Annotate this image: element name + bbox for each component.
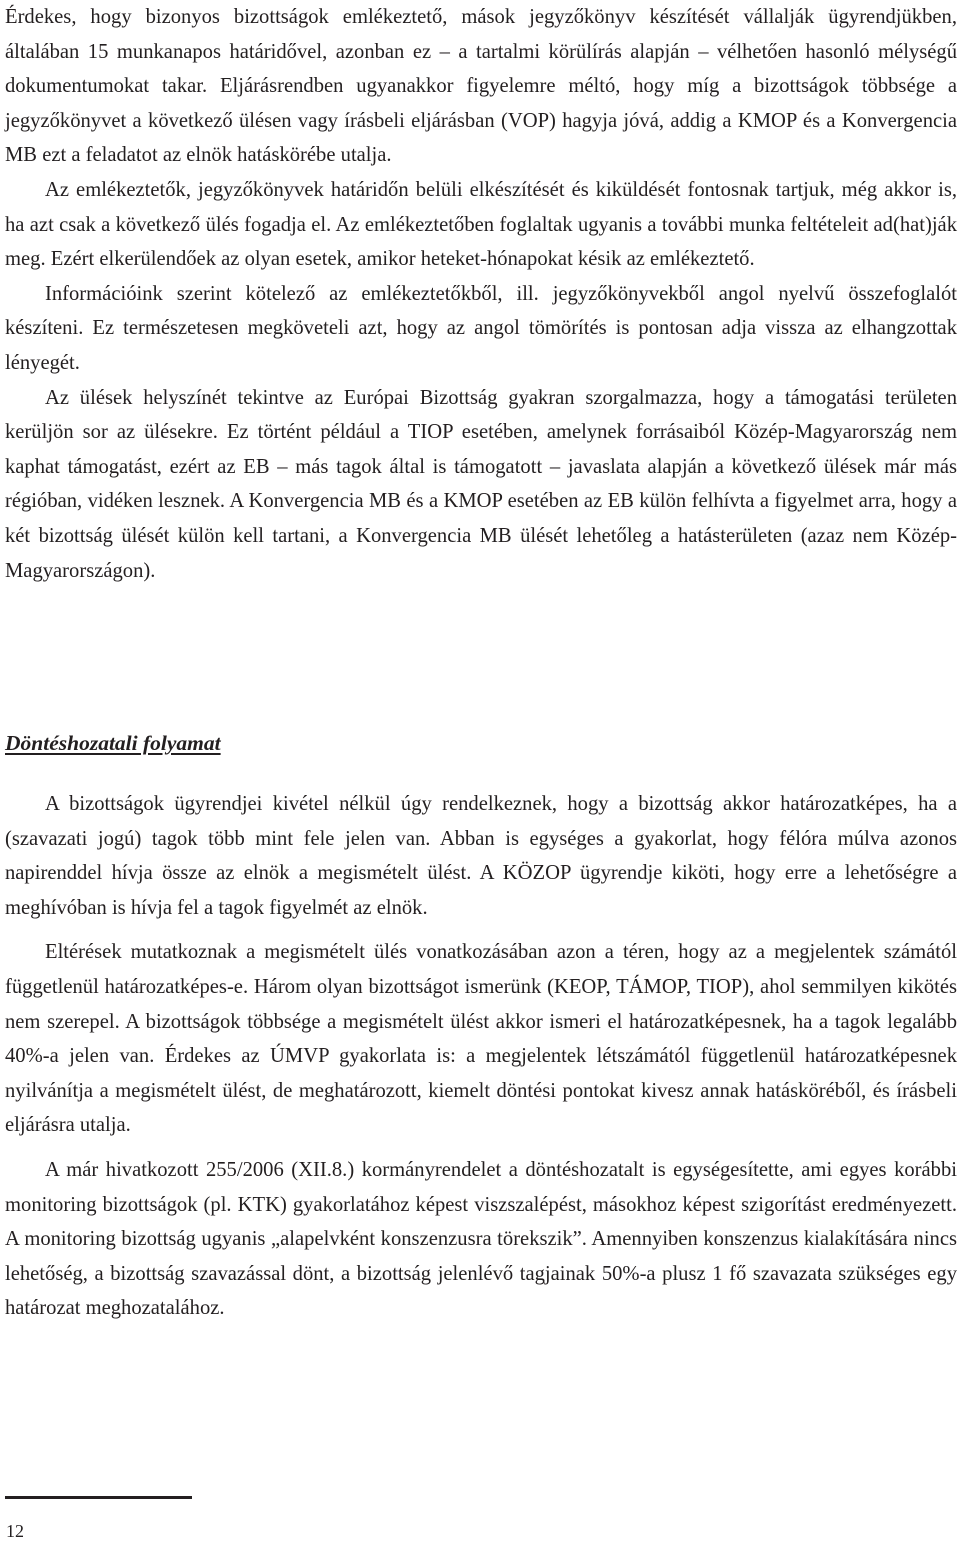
paragraph-3: Információink szerint kötelező az emlékeztetőkből, ill. jegyzőkönyvekből angol nyelvű összefoglalót készíteni. Ez természetesen megköveteli azt, hogy az angol tömörítés is pontosan adja vissza az elhangzottak lényegét. (5, 282, 957, 374)
section-1 (5, 0, 957, 588)
section-heading: Döntéshozatali folyamat (5, 731, 221, 755)
paragraph-1: Érdekes, hogy bizonyos bizottságok emlékeztető, mások jegyzőkönyv készítését vállalják ügyrendjükben, általában 15 munkanapos határidővel, azonban ez – a tartalmi körülírás alapján – vélhetően hasonló mélységű dokumentumokat takar. Eljárásrendben ugyanakkor figyelemre méltó, hogy míg a bizottságok többsége a jegyzőkönyvet a következő ülésen vagy írásbeli eljárásban (VOP) hagyja jóvá, addig a KMOP és a Konvergencia MB ezt a feladatot az elnök hatáskörébe utalja. (5, 6, 957, 167)
page-number: 12 (6, 1521, 24, 1541)
paragraph-4: Az ülések helyszínét tekintve az Európai Bizottság gyakran szorgalmazza, hogy a támogatási területen kerüljön sor az ülésekre. Ez történt például a TIOP esetében, amelynek forrásaiból Közép-Magyarország nem kaphat támogatást, ezért az EB – más tagok által is támogatott – javaslata alapján a következő ülések már más régióban, vidéken lesznek. A Konvergencia MB és a KMOP esetében az EB külön felhívta a figyelmet arra, hogy a két bizottság ülését külön kell tartani, a Konvergencia MB ülését lehetőleg a hatásterületen (azaz nem Közép-Magyarországon). (5, 386, 957, 582)
paragraph-gap (5, 1143, 957, 1153)
paragraph-7: A már hivatkozott 255/2006 (XII.8.) kormányrendelet a döntéshozatalt is egységesítette, ami egyes korábbi monitoring bizottságok (pl. KTK) gyakorlatához képest viszszalépést, másokhoz képest szigorítást eredményezett. A monitoring bizottság ugyanis „alapelvként konszenzusra törekszik”. Amennyiben konszenzus kialakítására nincs lehetőség, a bizottság szavazással dönt, a bizottság jelenlévő tagjainak 50%-a plusz 1 fő szavazata szükséges egy határozat meghozatalához. (5, 1158, 957, 1320)
section-2 (5, 787, 957, 1326)
paragraph-6: Eltérések mutatkoznak a megismételt ülés vonatkozásában azon a téren, hogy az a megjelentek számától függetlenül határozatképes-e. Három olyan bizottságot ismerünk (KEOP, TÁMOP, TIOP), ahol semmilyen kikötés nem szerepel. A bizottságok többsége a megismételt ülést akkor ismeri el határozatképesnek, ha a tagok legalább 40%-a jelen van. Érdekes az ÚMVP gyakorlata is: a megjelentek létszámától függetlenül határozatképesnek nyilvánítja a megismételt ülést, de meghatározott, kiemelt döntési pontokat kivesz annak hatásköréből, és írásbeli eljárásra utalja. (5, 941, 957, 1137)
paragraph-gap (5, 925, 957, 935)
paragraph-5: A bizottságok ügyrendjei kivétel nélkül úgy rendelkeznek, hogy a bizottság akkor határozatképes, ha a (szavazati jogú) tagok több mint fele jelen van. Abban is egységes a gyakorlat, hogy félóra múlva azonos napirenddel hívja össze az elnök a megismételt ülést. A KÖZOP ügyrendje kiköti, hogy erre a lehetőségre a meghívóban is hívja fel a tagok figyelmét az elnök. (5, 793, 957, 919)
paragraph-2: Az emlékeztetők, jegyzőkönyvek határidőn belüli elkészítését és kiküldését fontosnak tartjuk, még akkor is, ha azt csak a következő ülés fogadja el. Az emlékeztetőben foglaltak ugyanis a további munka feltételeit ad(hat)ják meg. Ezért elkerülendőek az olyan esetek, amikor heteket-hónapokat késik az emlékeztető. (5, 178, 957, 271)
footer-rule (5, 1496, 192, 1499)
